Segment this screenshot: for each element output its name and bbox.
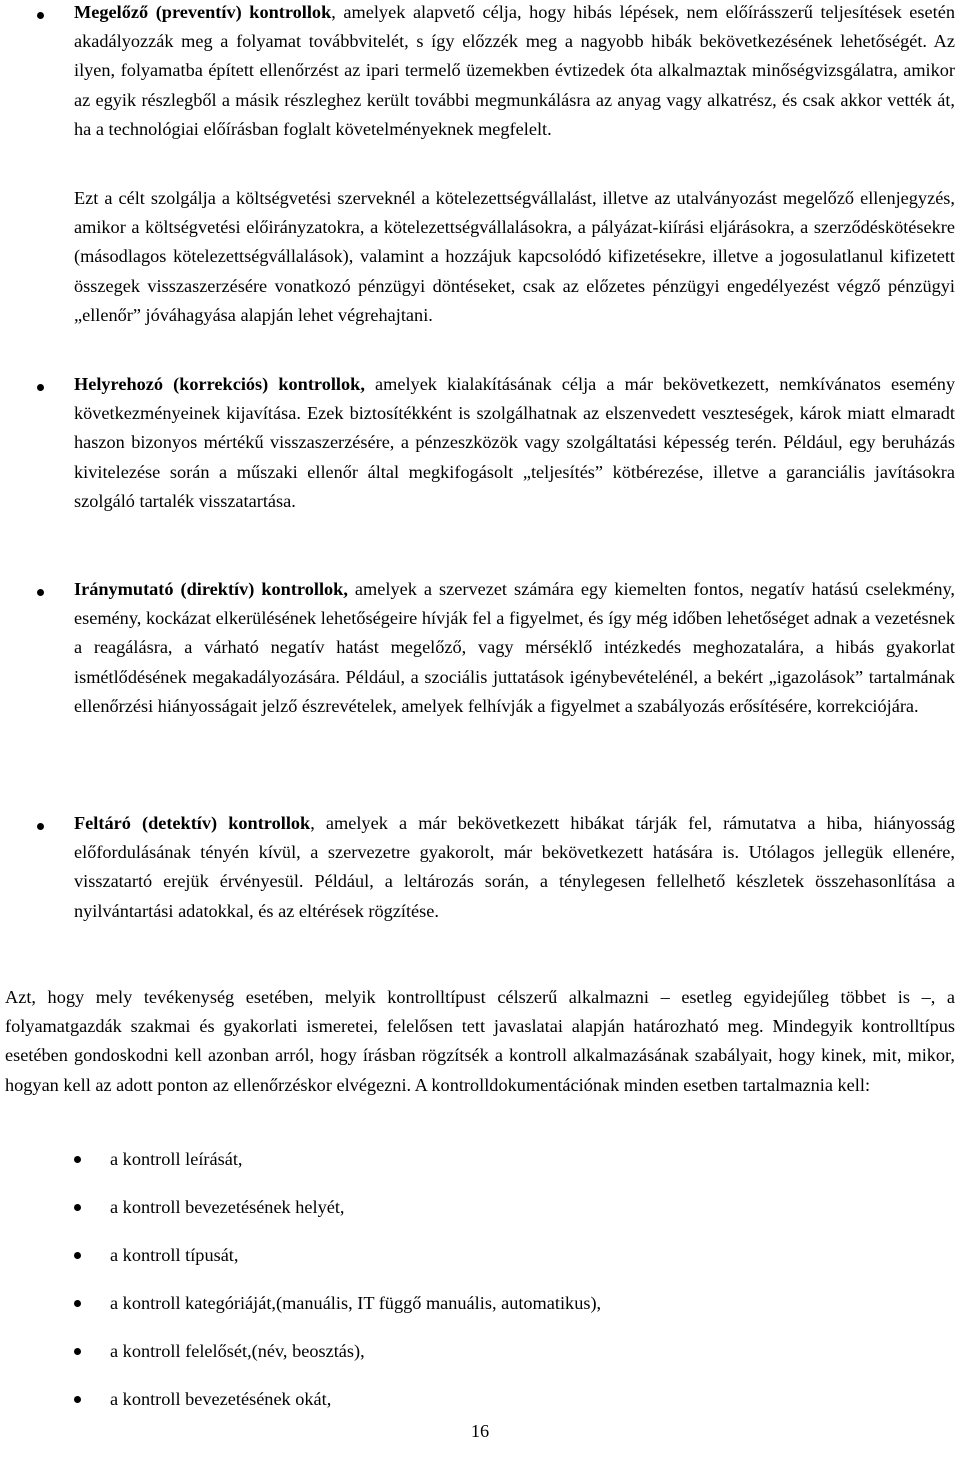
bullet-dot-icon	[74, 1156, 81, 1163]
detektiv-term: Feltáró (detektív) kontrollok	[74, 813, 311, 833]
summary-paragraph: Azt, hogy mely tevékenység esetében, melyik kontrolltípust célszerű alkalmazni – esetleg egyidejűleg többet is –, a folyamatgazdák szakmai és gyakorlati ismeretei, felelősen tett javaslatai alapján határozható meg. Mindegyik kontrolltípus esetében gondoskodni kell azonban arról, hogy írásban rögzítsék a kontroll alkalmazásának szabályait, hogy kinek, mit, mikor, hogyan kell az adott ponton az ellenőrzéskor elvégezni. A kontrolldokumentációnak minden esetben tartalmaznia kell:	[5, 987, 955, 1095]
bullet-dot-icon	[37, 12, 44, 19]
list-item-text: a kontroll bevezetésének helyét,	[110, 1197, 345, 1217]
preventiv-text: , amelyek alapvető célja, hogy hibás lépések, nem előírásszerű teljesítések esetén akadályozzák meg a folyamat továbbvitelét, s így előzzék meg a nagyobb hibák bekövetkezésének lehetőségét. Az ilyen, folyamatba épített ellenőrzést az ipari termelő üzemekben évtizedek óta alkalmaztak minőségvizsgálatra, amikor az egyik részlegből a másik részleghez került további megmunkálásra az anyag vagy alkatrész, és csak akkor vették át, ha a technológiai előírásban foglalt követelményeknek megfelelt.	[74, 2, 955, 139]
korrekcios-paragraph	[74, 370, 955, 516]
list-item	[0, 1241, 960, 1271]
list-item-text: a kontroll típusát,	[110, 1245, 239, 1265]
detektiv-text: , amelyek a már bekövetkezett hibákat tárják fel, rámutatva a hiba, hiányosság előfordulásának tényén kívül, a szervezetre gyakorolt, már bekövetkezett hatására is. Utólagos jellegük ellenére, visszatartó erejük érvényesül. Például, a leltározás során, a ténylegesen fellelhető készletek összehasonlítása a nyilvántartási adatokkal, és az eltérések rögzítése.	[74, 813, 955, 921]
bullet-dot-icon	[74, 1348, 81, 1355]
list-item-text: a kontroll bevezetésének okát,	[110, 1389, 332, 1409]
list-item-text: a kontroll kategóriáját,(manuális, IT függő manuális, automatikus),	[110, 1293, 602, 1313]
direktiv-text: amelyek a szervezet számára egy kiemelten fontos, negatív hatású cselekmény, esemény, kockázat elkerülésének lehetőségeire hívják fel a figyelmet, és így még időben lehetőséget adnak a vezetésnek a reagálásra, a várható negatív hatást megelőző, vagy mérséklő intézkedés meghozatalára, a hibás gyakorlat ismétlődésének megakadályozására. Például, a szociális juttatások igénybevételénél, a bekért „igazolások” tartalmának ellenőrzési hiányosságait jelző észrevételek, amelyek felhívják a figyelmet a szabályozás erősítésére, korrekciójára.	[74, 579, 955, 716]
bullet-dot-icon	[74, 1204, 81, 1211]
korrekcios-term: Helyrehozó (korrekciós) kontrollok,	[74, 374, 365, 394]
bullet-dot-icon	[74, 1300, 81, 1307]
preventiv-term: Megelőző (preventív) kontrollok	[74, 2, 332, 22]
list-item	[0, 1289, 960, 1319]
list-item	[0, 1337, 960, 1367]
bullet-dot-icon	[37, 823, 44, 830]
direktiv-term: Iránymutató (direktív) kontrollok,	[74, 579, 348, 599]
list-item	[0, 1193, 960, 1223]
list-item-text: a kontroll felelősét,(név, beosztás),	[110, 1341, 365, 1361]
bullet-dot-icon	[37, 589, 44, 596]
bullet-dot-icon	[37, 384, 44, 391]
detektiv-paragraph	[74, 809, 955, 926]
bullet-dot-icon	[74, 1396, 81, 1403]
page-number: 16	[470, 1421, 490, 1441]
list-item-text: a kontroll leírását,	[110, 1149, 243, 1169]
list-item	[0, 1385, 960, 1415]
bullet-dot-icon	[74, 1252, 81, 1259]
direktiv-paragraph	[74, 575, 955, 721]
list-item	[0, 1145, 960, 1175]
preventiv-continuation: Ezt a célt szolgálja a költségvetési szerveknél a kötelezettségvállalást, illetve az utalványozást megelőző ellenjegyzés, amikor a költségvetési előirányzatokra, a kötelezettségvállalásokra, a pályázat-kiírási eljárásokra, a szerződéskötésekre (másodlagos kötelezettségvállalások), valamint a hozzájuk kapcsolódó kifizetésekre, illetve a jogosulatlanul kifizetett összegek visszaszerzésére vonatkozó pénzügyi döntéseket, csak az előzetes pénzügyi engedélyezést végző pénzügyi „ellenőr” jóváhagyása alapján lehet végrehajtani.	[74, 188, 955, 325]
korrekcios-text: amelyek kialakításának célja a már bekövetkezett, nemkívánatos esemény következményeinek kijavítása. Ezek biztosítékként is szolgálhatnak az elszenvedett veszteségek, károk miatt elmaradt haszon bizonyos mértékű visszaszerzésére, a pénzeszközök vagy szolgáltatási képesség terén. Például, egy beruházás kivitelezése során a műszaki ellenőr által megkifogásolt „teljesítés” kötbérezése, illetve a garanciális javításokra szolgáló tartalék visszatartása.	[74, 374, 955, 511]
preventiv-paragraph	[74, 0, 955, 144]
